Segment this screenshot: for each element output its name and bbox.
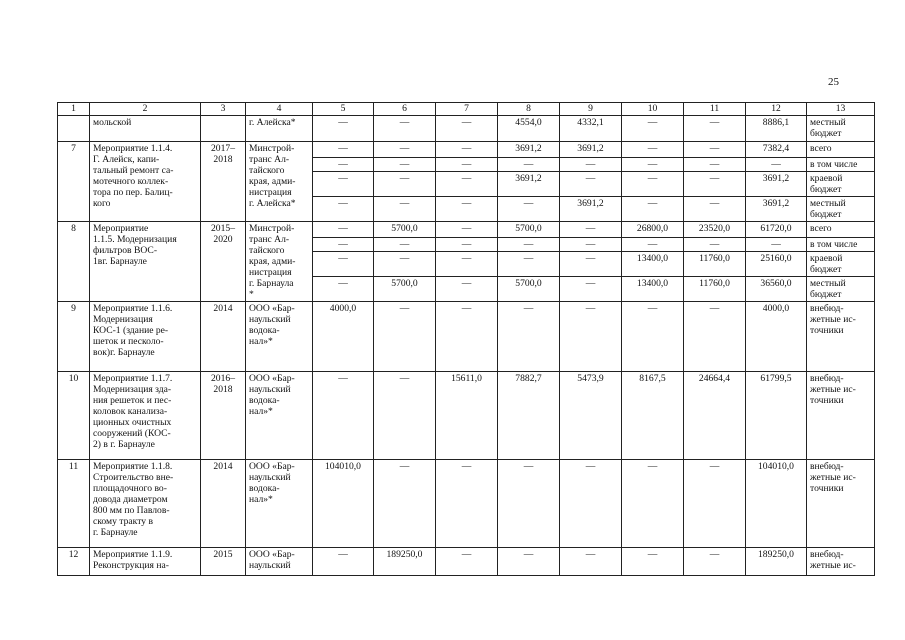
value-cell: — [436, 460, 498, 548]
value-cell: — [436, 142, 498, 158]
value-cell: 3691,2 [498, 172, 560, 197]
executor-cell: ООО «Бар- наульский водока- нал»* [246, 372, 313, 460]
value-cell: — [374, 252, 436, 277]
value-cell: — [560, 548, 622, 576]
value-cell: 13400,0 [622, 252, 684, 277]
value-cell: — [684, 197, 746, 222]
table-row [58, 116, 875, 142]
years-cell: 2017– 2018 [201, 142, 246, 222]
value-cell: 5700,0 [498, 277, 560, 302]
value-cell: 8886,1 [746, 116, 807, 142]
header-cell: 11 [684, 103, 746, 116]
measure-name-cell: Мероприятие 1.1.7. Модернизация зда- ния решеток и пес- коловок канализа- ционных очистных сооружений (КОС- 2) в г. Барнауле [90, 372, 201, 460]
value-cell: — [436, 158, 498, 172]
value-cell: 3691,2 [560, 142, 622, 158]
funding-source-cell: местный бюджет [807, 277, 875, 302]
years-cell: 2014 [201, 302, 246, 372]
executor-cell: ООО «Бар- наульский водока- нал»* [246, 302, 313, 372]
measure-name-cell: мольской [90, 116, 201, 142]
budget-table [57, 102, 875, 576]
value-cell: — [498, 302, 560, 372]
value-cell: 4332,1 [560, 116, 622, 142]
table-header-row [58, 103, 875, 116]
value-cell: 61799,5 [746, 372, 807, 460]
value-cell: 8167,5 [622, 372, 684, 460]
value-cell: 4000,0 [746, 302, 807, 372]
value-cell: 4554,0 [498, 116, 560, 142]
value-cell: — [684, 460, 746, 548]
table-row [58, 372, 875, 460]
measure-name-cell: Мероприятие 1.1.6. Модернизация КОС-1 (здание ре- шеток и песколо- вок)г. Барнауле [90, 302, 201, 372]
value-cell: — [684, 142, 746, 158]
value-cell: 189250,0 [374, 548, 436, 576]
value-cell: 23520,0 [684, 222, 746, 238]
value-cell: — [746, 238, 807, 252]
value-cell: 15611,0 [436, 372, 498, 460]
row-number-cell [58, 116, 90, 142]
value-cell: — [436, 302, 498, 372]
value-cell: — [560, 158, 622, 172]
measure-name-cell: Мероприятие 1.1.9. Реконструкция на- [90, 548, 201, 576]
value-cell: — [436, 238, 498, 252]
value-cell: — [313, 277, 374, 302]
value-cell: — [436, 197, 498, 222]
value-cell: — [560, 238, 622, 252]
header-cell: 2 [90, 103, 201, 116]
years-cell: 2015– 2020 [201, 222, 246, 302]
value-cell: — [436, 548, 498, 576]
value-cell: 61720,0 [746, 222, 807, 238]
funding-source-cell: краевой бюджет [807, 252, 875, 277]
value-cell: 104010,0 [313, 460, 374, 548]
funding-source-cell: краевой бюджет [807, 172, 875, 197]
value-cell: — [374, 142, 436, 158]
header-cell: 12 [746, 103, 807, 116]
value-cell: 3691,2 [746, 197, 807, 222]
funding-source-cell: всего [807, 222, 875, 238]
value-cell: 3691,2 [746, 172, 807, 197]
value-cell: — [622, 238, 684, 252]
table-row [58, 142, 875, 158]
value-cell: — [436, 116, 498, 142]
value-cell: — [622, 460, 684, 548]
value-cell: — [622, 197, 684, 222]
value-cell: 26800,0 [622, 222, 684, 238]
years-cell [201, 116, 246, 142]
value-cell: — [313, 116, 374, 142]
value-cell: 4000,0 [313, 302, 374, 372]
value-cell: — [374, 197, 436, 222]
value-cell: 5700,0 [374, 222, 436, 238]
value-cell: — [684, 116, 746, 142]
value-cell: — [498, 548, 560, 576]
value-cell: — [684, 238, 746, 252]
header-cell: 10 [622, 103, 684, 116]
value-cell: — [622, 158, 684, 172]
value-cell: — [560, 277, 622, 302]
value-cell: — [374, 302, 436, 372]
value-cell: 3691,2 [498, 142, 560, 158]
funding-source-cell: местный бюджет [807, 116, 875, 142]
value-cell: — [560, 302, 622, 372]
value-cell: — [313, 197, 374, 222]
header-cell: 7 [436, 103, 498, 116]
value-cell: 189250,0 [746, 548, 807, 576]
value-cell: 11760,0 [684, 277, 746, 302]
header-cell: 3 [201, 103, 246, 116]
value-cell: 25160,0 [746, 252, 807, 277]
value-cell: — [374, 116, 436, 142]
value-cell: — [436, 172, 498, 197]
value-cell: — [436, 222, 498, 238]
value-cell: — [498, 158, 560, 172]
value-cell: — [436, 277, 498, 302]
value-cell: — [684, 158, 746, 172]
header-cell: 5 [313, 103, 374, 116]
table-row [58, 460, 875, 548]
value-cell: — [560, 460, 622, 548]
funding-source-cell: внебюд- жетные ис- [807, 548, 875, 576]
funding-source-cell: внебюд- жетные ис- точники [807, 460, 875, 548]
value-cell: — [374, 238, 436, 252]
header-cell: 4 [246, 103, 313, 116]
row-number-cell: 12 [58, 548, 90, 576]
value-cell: — [374, 460, 436, 548]
value-cell: — [313, 172, 374, 197]
value-cell: — [374, 158, 436, 172]
value-cell: — [560, 172, 622, 197]
value-cell: — [374, 372, 436, 460]
value-cell: — [313, 372, 374, 460]
value-cell: — [560, 222, 622, 238]
measure-name-cell: Мероприятие 1.1.5. Модернизация фильтров ВОС- 1вг. Барнауле [90, 222, 201, 302]
executor-cell: г. Алейска* [246, 116, 313, 142]
value-cell: 5700,0 [498, 222, 560, 238]
page-number: 25 [828, 76, 839, 88]
value-cell: — [622, 548, 684, 576]
table-row [58, 222, 875, 238]
value-cell: 24664,4 [684, 372, 746, 460]
value-cell: — [746, 158, 807, 172]
measure-name-cell: Мероприятие 1.1.4. Г. Алейск, капи- тальный ремонт са- мотечного коллек- тора по пер. Балиц- кого [90, 142, 201, 222]
header-cell: 8 [498, 103, 560, 116]
value-cell: — [622, 172, 684, 197]
value-cell: — [684, 548, 746, 576]
value-cell: — [498, 197, 560, 222]
value-cell: — [622, 142, 684, 158]
executor-cell: Минстрой- транс Ал- тайского края, адми- нистрация г. Алейска* [246, 142, 313, 222]
row-number-cell: 7 [58, 142, 90, 222]
funding-source-cell: в том числе [807, 158, 875, 172]
funding-source-cell: местный бюджет [807, 197, 875, 222]
value-cell: — [560, 252, 622, 277]
value-cell: 13400,0 [622, 277, 684, 302]
value-cell: 5700,0 [374, 277, 436, 302]
value-cell: — [436, 252, 498, 277]
years-cell: 2014 [201, 460, 246, 548]
funding-source-cell: в том числе [807, 238, 875, 252]
executor-cell: ООО «Бар- наульский водока- нал»* [246, 460, 313, 548]
value-cell: 5473,9 [560, 372, 622, 460]
value-cell: 104010,0 [746, 460, 807, 548]
executor-cell: ООО «Бар- наульский [246, 548, 313, 576]
years-cell: 2015 [201, 548, 246, 576]
funding-source-cell: внебюд- жетные ис- точники [807, 372, 875, 460]
header-cell: 6 [374, 103, 436, 116]
executor-cell: Минстрой- транс Ал- тайского края, адми- нистрация г. Барнаула * [246, 222, 313, 302]
funding-source-cell: всего [807, 142, 875, 158]
row-number-cell: 8 [58, 222, 90, 302]
years-cell: 2016– 2018 [201, 372, 246, 460]
funding-source-cell: внебюд- жетные ис- точники [807, 302, 875, 372]
value-cell: — [498, 252, 560, 277]
row-number-cell: 11 [58, 460, 90, 548]
row-number-cell: 9 [58, 302, 90, 372]
table-row [58, 548, 875, 576]
value-cell: — [313, 222, 374, 238]
value-cell: — [684, 302, 746, 372]
value-cell: — [374, 172, 436, 197]
header-cell: 1 [58, 103, 90, 116]
value-cell: — [498, 460, 560, 548]
value-cell: 7882,7 [498, 372, 560, 460]
value-cell: — [313, 548, 374, 576]
value-cell: — [313, 142, 374, 158]
value-cell: — [684, 172, 746, 197]
value-cell: — [313, 238, 374, 252]
value-cell: 7382,4 [746, 142, 807, 158]
value-cell: — [313, 252, 374, 277]
value-cell: 3691,2 [560, 197, 622, 222]
row-number-cell: 10 [58, 372, 90, 460]
value-cell: 36560,0 [746, 277, 807, 302]
header-cell: 9 [560, 103, 622, 116]
value-cell: — [313, 158, 374, 172]
table-row [58, 302, 875, 372]
value-cell: — [622, 302, 684, 372]
value-cell: — [622, 116, 684, 142]
header-cell: 13 [807, 103, 875, 116]
measure-name-cell: Мероприятие 1.1.8. Строительство вне- площадочного во- довода диаметром 800 мм по Павлов- скому тракту в г. Барнауле [90, 460, 201, 548]
value-cell: — [498, 238, 560, 252]
value-cell: 11760,0 [684, 252, 746, 277]
